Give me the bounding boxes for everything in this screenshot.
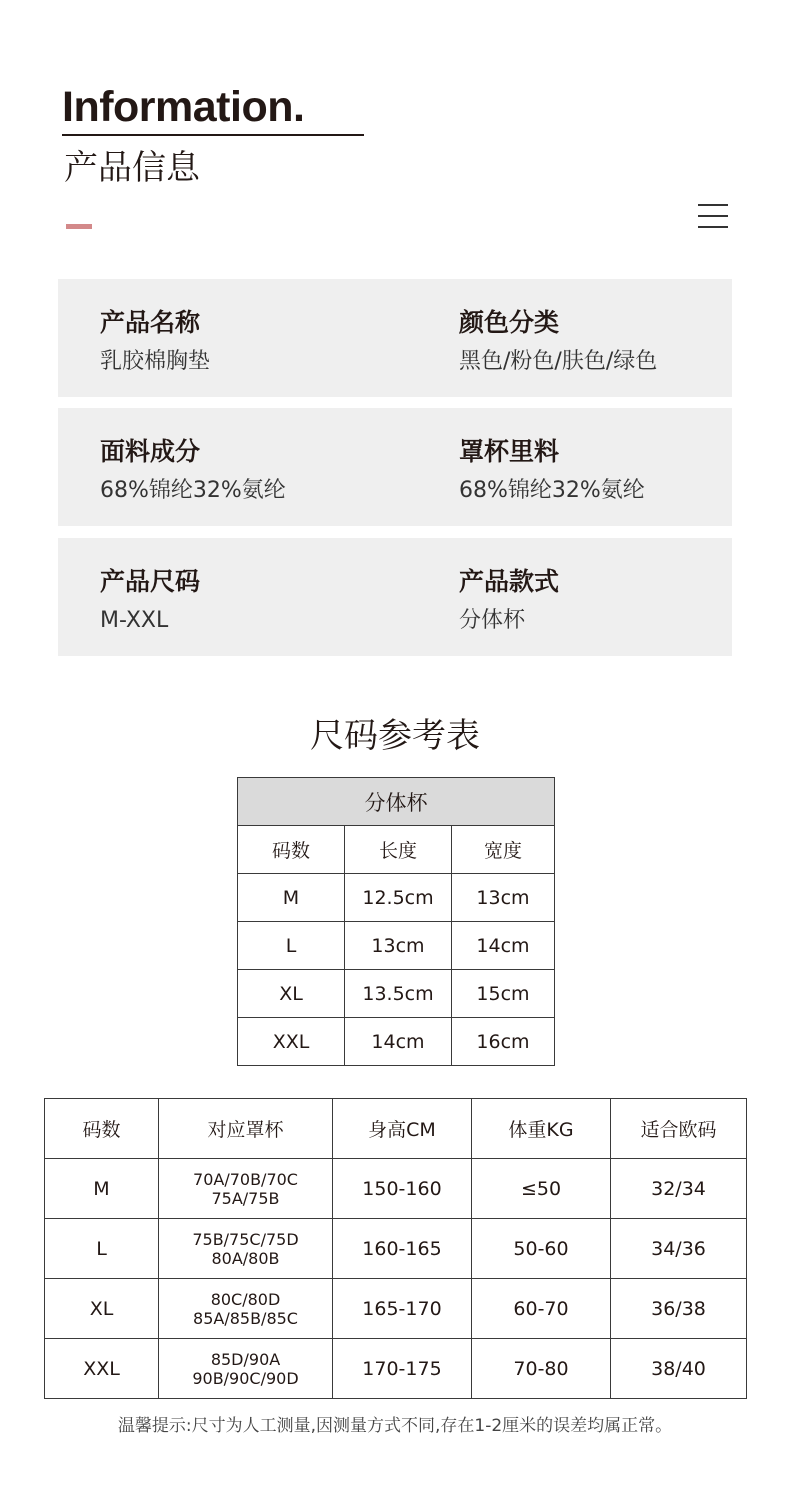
cup-cell (159, 1279, 333, 1339)
cup-cell (159, 1159, 333, 1219)
info-value: 乳胶棉胸垫 (100, 349, 211, 374)
cup-line: 75B/75C/75D (192, 1229, 299, 1249)
table-row (45, 1279, 747, 1339)
accent-bar (66, 224, 92, 229)
size-cell: XL (45, 1279, 159, 1339)
cup-cell (159, 1219, 333, 1279)
height-cell: 160-165 (333, 1219, 472, 1279)
page-title-en: Information. (62, 83, 305, 131)
weight-cell: 60-70 (472, 1279, 611, 1339)
column-header: 身高CM (333, 1099, 472, 1159)
size-reference-table (237, 777, 555, 1066)
cup-line: 85A/85B/85C (193, 1308, 298, 1328)
eu-size-cell: 38/40 (611, 1339, 747, 1399)
info-label: 面料成分 (100, 437, 201, 466)
table-cell: XL (238, 970, 345, 1018)
table-cell: 15cm (452, 970, 555, 1018)
cup-line: 70A/70B/70C (193, 1169, 298, 1189)
table-cell: L (238, 922, 345, 970)
column-header: 宽度 (452, 826, 555, 874)
table-row (238, 874, 555, 922)
info-label: 罩杯里料 (459, 437, 560, 466)
table-row (45, 1339, 747, 1399)
info-card (58, 538, 732, 656)
info-value: 分体杯 (459, 608, 526, 633)
eu-size-cell: 36/38 (611, 1279, 747, 1339)
fit-table (44, 1098, 747, 1399)
page-title-cn: 产品信息 (64, 148, 200, 188)
table-cell: 16cm (452, 1018, 555, 1066)
hamburger-menu-icon[interactable] (698, 202, 728, 230)
info-card (58, 279, 732, 397)
table-cell: 14cm (345, 1018, 452, 1066)
cup-cell (159, 1339, 333, 1399)
weight-cell: 70-80 (472, 1339, 611, 1399)
table-cell: 13.5cm (345, 970, 452, 1018)
info-value: 68%锦纶32%氨纶 (459, 478, 645, 503)
info-value: 68%锦纶32%氨纶 (100, 478, 286, 503)
table-cell: 13cm (452, 874, 555, 922)
info-value: 黑色/粉色/肤色/绿色 (459, 349, 658, 374)
table-row (238, 970, 555, 1018)
info-card (58, 408, 732, 526)
table-row (238, 1018, 555, 1066)
table-cell: 13cm (345, 922, 452, 970)
measurement-note: 温馨提示:尺寸为人工测量,因测量方式不同,存在1-2厘米的误差均属正常。 (117, 1416, 673, 1436)
size-cell: M (45, 1159, 159, 1219)
column-header: 码数 (45, 1099, 159, 1159)
weight-cell: 50-60 (472, 1219, 611, 1279)
column-header: 体重KG (472, 1099, 611, 1159)
table-cell: M (238, 874, 345, 922)
info-label: 产品尺码 (100, 567, 201, 596)
eu-size-cell: 32/34 (611, 1159, 747, 1219)
size-cell: XXL (45, 1339, 159, 1399)
info-label: 颜色分类 (459, 308, 560, 337)
table-header-row (238, 826, 555, 874)
column-header: 长度 (345, 826, 452, 874)
table-row (238, 922, 555, 970)
title-underline (62, 134, 364, 136)
cup-line: 85D/90A (210, 1349, 281, 1369)
column-header: 对应罩杯 (159, 1099, 333, 1159)
size-cell: L (45, 1219, 159, 1279)
weight-cell: ≤50 (472, 1159, 611, 1219)
table-row (45, 1219, 747, 1279)
cup-line: 80A/80B (211, 1248, 280, 1268)
column-header: 适合欧码 (611, 1099, 747, 1159)
cup-line: 90B/90C/90D (192, 1368, 299, 1388)
table-row (45, 1159, 747, 1219)
size-chart-title: 尺码参考表 (310, 716, 480, 756)
info-value: M-XXL (100, 608, 169, 633)
cup-line: 80C/80D (210, 1289, 281, 1309)
table-cell: 14cm (452, 922, 555, 970)
info-label: 产品名称 (100, 308, 201, 337)
table-cell: 12.5cm (345, 874, 452, 922)
height-cell: 150-160 (333, 1159, 472, 1219)
cup-line: 75A/75B (211, 1188, 280, 1208)
info-label: 产品款式 (459, 567, 560, 596)
height-cell: 170-175 (333, 1339, 472, 1399)
eu-size-cell: 34/36 (611, 1219, 747, 1279)
column-header: 码数 (238, 826, 345, 874)
table-cell: XXL (238, 1018, 345, 1066)
table-title: 分体杯 (238, 778, 555, 826)
height-cell: 165-170 (333, 1279, 472, 1339)
table-header-row (45, 1099, 747, 1159)
